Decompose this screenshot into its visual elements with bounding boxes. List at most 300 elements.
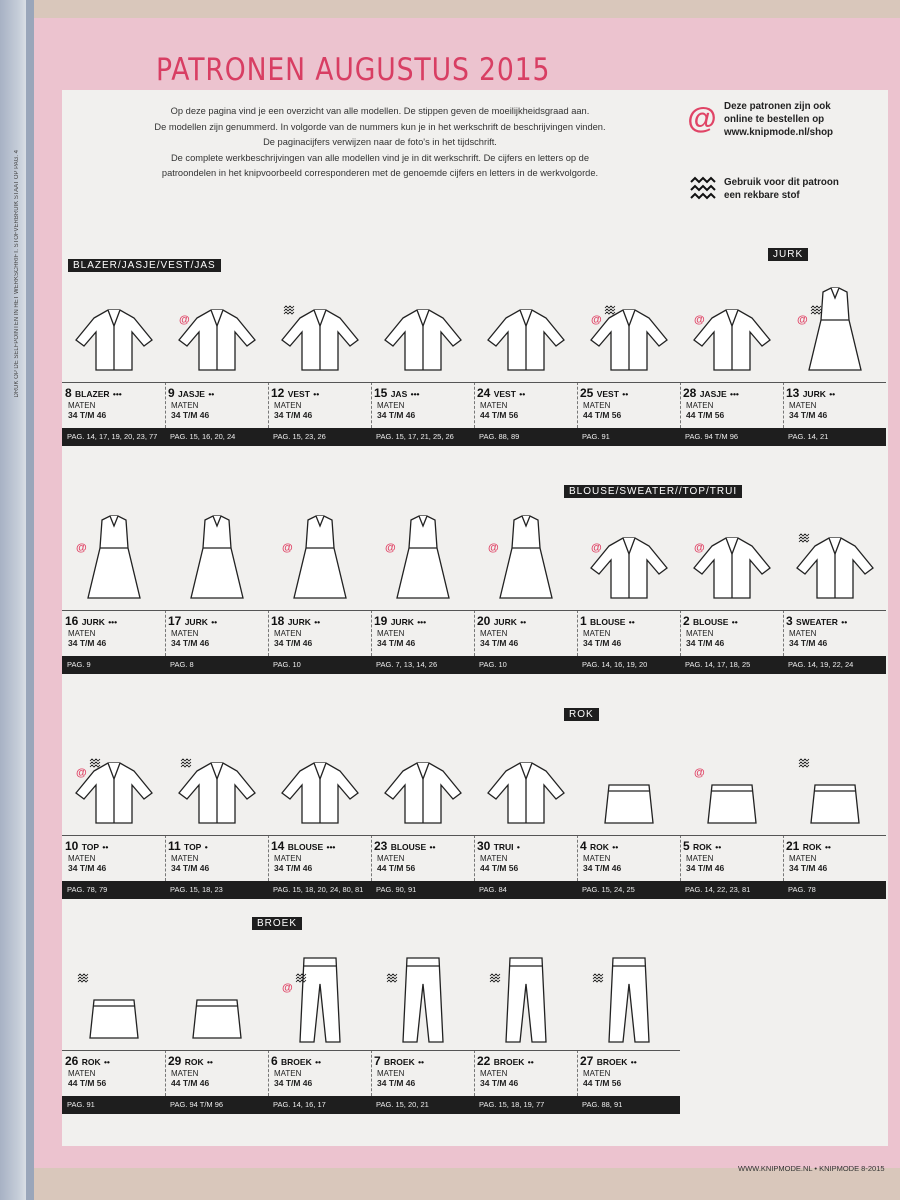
- pattern-type: BROEK: [493, 1057, 525, 1067]
- pattern-num: 24: [477, 386, 491, 400]
- difficulty-dots: ••: [103, 1057, 110, 1067]
- pattern-num: 20: [477, 614, 491, 628]
- pattern-type: JASJE: [699, 389, 727, 399]
- size-range: 34 T/M 46: [171, 410, 210, 420]
- online-at-icon: @: [591, 314, 602, 326]
- page-reference: PAG. 94 T/M 96: [685, 432, 739, 441]
- size-range: 44 T/M 56: [583, 1078, 622, 1088]
- sizes-label: MATEN: [68, 401, 96, 410]
- online-at-icon: @: [385, 542, 396, 554]
- size-range: 34 T/M 46: [686, 863, 725, 873]
- pattern-number: [477, 1054, 534, 1068]
- column-divider: [783, 610, 784, 656]
- column-divider: [680, 610, 681, 656]
- size-range: 44 T/M 56: [480, 410, 519, 420]
- pattern-num: 19: [374, 614, 388, 628]
- garment-illustration: [476, 270, 576, 380]
- sizes-label: MATEN: [686, 854, 714, 863]
- pattern-type: ROK: [81, 1057, 101, 1067]
- size-range: 44 T/M 56: [377, 863, 416, 873]
- pattern-num: 13: [786, 386, 800, 400]
- size-range: 44 T/M 56: [686, 410, 725, 420]
- size-range: 34 T/M 46: [377, 1078, 416, 1088]
- stretch-wave-icon: [181, 759, 192, 767]
- pattern-number: [168, 386, 214, 400]
- sizes-label: MATEN: [171, 1069, 199, 1078]
- column-divider: [371, 610, 372, 656]
- pattern-type: ROK: [802, 842, 822, 852]
- page-reference: PAG. 10: [273, 660, 301, 669]
- sizes-label: MATEN: [583, 854, 611, 863]
- column-divider: [783, 382, 784, 428]
- page-reference: PAG. 7, 13, 14, 26: [376, 660, 438, 669]
- stretch-wave-icon: [387, 974, 398, 982]
- column-divider: [474, 1050, 475, 1096]
- pattern-num: 4: [580, 839, 587, 853]
- pattern-num: 14: [271, 839, 285, 853]
- garment-illustration: [785, 498, 885, 608]
- difficulty-dots: ••: [715, 842, 722, 852]
- pattern-num: 18: [271, 614, 285, 628]
- pattern-num: 6: [271, 1054, 278, 1068]
- online-at-icon: @: [179, 314, 190, 326]
- size-range: 34 T/M 46: [171, 863, 210, 873]
- magazine-page: [34, 18, 900, 1173]
- difficulty-dots: ••: [628, 617, 635, 627]
- pattern-num: 3: [786, 614, 793, 628]
- spine-edge: [26, 0, 34, 1200]
- page-reference: PAG. 14, 16, 17: [273, 1100, 326, 1109]
- page-reference-bar: [62, 428, 886, 446]
- pattern-num: 28: [683, 386, 697, 400]
- online-at-icon: @: [694, 542, 705, 554]
- pattern-num: 8: [65, 386, 72, 400]
- intro-text: [100, 104, 660, 182]
- sizes-label: MATEN: [171, 629, 199, 638]
- size-range: 34 T/M 46: [686, 638, 725, 648]
- column-divider: [165, 610, 166, 656]
- difficulty-dots: •••: [108, 617, 118, 627]
- page-reference-bar: [62, 881, 886, 899]
- garment-drawing: [165, 926, 268, 1048]
- page-title: PATRONEN AUGUSTUS 2015: [156, 52, 551, 88]
- pattern-number: [271, 1054, 321, 1068]
- sizes-label: MATEN: [686, 401, 714, 410]
- sizes-label: MATEN: [377, 1069, 405, 1078]
- sizes-label: MATEN: [377, 401, 405, 410]
- intro-line: De complete werkbeschrijvingen van alle modellen vind je in dit werkschrift. De cijfers en letters op de: [170, 152, 590, 163]
- size-range: 34 T/M 46: [68, 410, 107, 420]
- page-reference: PAG. 15, 20, 21: [376, 1100, 429, 1109]
- garment-illustration: [270, 723, 370, 833]
- pattern-number: [271, 614, 320, 628]
- pattern-type: ROK: [184, 1057, 204, 1067]
- page-reference: PAG. 88, 89: [479, 432, 520, 441]
- size-range: 34 T/M 46: [789, 863, 828, 873]
- intro-line: De modellen zijn genummerd. In volgorde van de nummers kun je in het werkschrift de beschrijvingen vinden.: [154, 121, 606, 132]
- garment-drawing: [62, 262, 165, 380]
- stretch-wave-icon: [799, 759, 810, 767]
- sizes-label: MATEN: [789, 629, 817, 638]
- garment-illustration: [476, 938, 576, 1048]
- at-sign-icon: @: [687, 102, 717, 135]
- page-reference: PAG. 14, 22, 23, 81: [685, 885, 751, 894]
- stretch-wave-icon: [593, 974, 604, 982]
- pattern-number: [168, 1054, 213, 1068]
- pattern-number: [271, 386, 319, 400]
- pattern-num: 25: [580, 386, 594, 400]
- pattern-type: JAS: [390, 389, 408, 399]
- garment-drawing: [371, 713, 474, 833]
- size-range: 34 T/M 46: [480, 638, 519, 648]
- pattern-num: 5: [683, 839, 690, 853]
- pattern-num: 1: [580, 614, 587, 628]
- difficulty-dots: •••: [326, 842, 336, 852]
- column-divider: [371, 382, 372, 428]
- pattern-number: [65, 386, 122, 400]
- pattern-num: 22: [477, 1054, 491, 1068]
- sizes-label: MATEN: [274, 401, 302, 410]
- garment-drawing: [474, 713, 577, 833]
- sizes-label: MATEN: [583, 401, 611, 410]
- online-order-note: [686, 100, 886, 152]
- pattern-type: BROEK: [596, 1057, 628, 1067]
- page-reference: PAG. 8: [170, 660, 194, 669]
- pattern-type: TOP: [184, 842, 202, 852]
- pattern-type: JURK: [390, 617, 414, 627]
- sizes-label: MATEN: [377, 629, 405, 638]
- stretch-fabric-note: [686, 174, 886, 204]
- shop-link[interactable]: www.knipmode.nl/shop: [724, 127, 834, 138]
- garment-drawing: [783, 713, 886, 833]
- difficulty-dots: ••: [314, 617, 321, 627]
- pattern-num: 2: [683, 614, 690, 628]
- pattern-number: [786, 386, 835, 400]
- pattern-number: [168, 614, 217, 628]
- difficulty-dots: ••: [102, 842, 109, 852]
- pattern-number: [580, 386, 628, 400]
- garment-drawing: [165, 490, 268, 608]
- pattern-number: [65, 1054, 110, 1068]
- page-reference: PAG. 14, 21: [788, 432, 829, 441]
- garment-illustration: [64, 938, 164, 1048]
- pattern-num: 12: [271, 386, 285, 400]
- garment-drawing: [371, 926, 474, 1048]
- pattern-number: [374, 386, 420, 400]
- stretch-wave-icon: [811, 306, 822, 314]
- garment-illustration: [373, 270, 473, 380]
- pattern-num: 26: [65, 1054, 79, 1068]
- garment-drawing: [371, 262, 474, 380]
- pattern-type: BLAZER: [75, 389, 110, 399]
- size-range: 34 T/M 46: [68, 638, 107, 648]
- pattern-num: 11: [168, 839, 181, 853]
- garment-drawing: [783, 490, 886, 608]
- page-reference: PAG. 78: [788, 885, 816, 894]
- page-reference: PAG. 9: [67, 660, 91, 669]
- sizes-label: MATEN: [480, 629, 508, 638]
- pattern-num: 21: [786, 839, 800, 853]
- difficulty-dots: ••: [211, 617, 218, 627]
- sizes-label: MATEN: [68, 854, 96, 863]
- section-header-blouse: BLOUSE/SWEATER//TOP/TRUI: [564, 485, 742, 498]
- online-at-icon: @: [488, 542, 499, 554]
- sizes-label: MATEN: [480, 854, 508, 863]
- difficulty-dots: •••: [729, 389, 739, 399]
- pattern-type: JURK: [184, 617, 208, 627]
- sizes-label: MATEN: [480, 1069, 508, 1078]
- stretch-wave-icon: [90, 759, 101, 767]
- row-baseline: [62, 1050, 680, 1051]
- pattern-num: 10: [65, 839, 79, 853]
- section-header-jurk: JURK: [768, 248, 808, 261]
- garment-illustration: [373, 938, 473, 1048]
- page-footer: WWW.KNIPMODE.NL • KNIPMODE 8-2015: [738, 1164, 885, 1173]
- size-range: 34 T/M 46: [377, 638, 416, 648]
- sizes-label: MATEN: [789, 401, 817, 410]
- garment-illustration: [579, 723, 679, 833]
- page-reference: PAG. 15, 18, 19, 77: [479, 1100, 545, 1109]
- column-divider: [165, 382, 166, 428]
- page-reference: PAG. 14, 17, 18, 25: [685, 660, 751, 669]
- size-range: 44 T/M 56: [68, 1078, 107, 1088]
- stretch-wave-icon: [284, 306, 295, 314]
- page-reference: PAG. 14, 17, 19, 20, 23, 77: [67, 432, 158, 441]
- sizes-label: MATEN: [274, 1069, 302, 1078]
- page-reference: PAG. 15, 24, 25: [582, 885, 635, 894]
- sizes-label: MATEN: [789, 854, 817, 863]
- page-reference: PAG. 91: [582, 432, 610, 441]
- column-divider: [680, 835, 681, 881]
- pattern-type: JURK: [802, 389, 826, 399]
- stretch-wave-icon: [78, 974, 89, 982]
- section-header-blazer: BLAZER/JASJE/VEST/JAS: [68, 259, 221, 272]
- column-divider: [165, 835, 166, 881]
- stretch-note-line: een rekbare stof: [724, 190, 800, 201]
- column-divider: [680, 382, 681, 428]
- sizes-label: MATEN: [583, 1069, 611, 1078]
- pattern-num: 29: [168, 1054, 182, 1068]
- sizes-label: MATEN: [68, 1069, 96, 1078]
- difficulty-dots: •: [204, 842, 208, 852]
- pattern-num: 17: [168, 614, 182, 628]
- online-at-icon: @: [76, 542, 87, 554]
- spine-text: DRUK OP DE SELFPOINTEN IN HET WERKSCHRIFT. STOFVERBRUIK STAAT OP PAG. 4: [14, 150, 20, 398]
- online-at-icon: @: [694, 767, 705, 779]
- difficulty-dots: ••: [208, 389, 215, 399]
- pattern-number: [477, 386, 525, 400]
- page-reference: PAG. 14, 19, 22, 24: [788, 660, 854, 669]
- sizes-label: MATEN: [68, 629, 96, 638]
- page-reference: PAG. 84: [479, 885, 507, 894]
- stretch-note-text: [724, 176, 839, 202]
- pattern-num: 23: [374, 839, 388, 853]
- column-divider: [474, 610, 475, 656]
- sizes-label: MATEN: [171, 401, 199, 410]
- difficulty-dots: ••: [313, 389, 320, 399]
- stretch-wave-icon: [799, 534, 810, 542]
- garment-drawing: [268, 713, 371, 833]
- pattern-number: [786, 614, 847, 628]
- pattern-number: [580, 1054, 637, 1068]
- pattern-number: [683, 614, 738, 628]
- pattern-type: TOP: [81, 842, 100, 852]
- pattern-number: [65, 614, 117, 628]
- pattern-number: [168, 839, 208, 853]
- garment-illustration: [785, 723, 885, 833]
- pattern-num: 9: [168, 386, 175, 400]
- online-at-icon: @: [591, 542, 602, 554]
- pattern-number: [683, 386, 739, 400]
- pattern-type: SWEATER: [796, 617, 838, 627]
- size-range: 34 T/M 46: [583, 638, 622, 648]
- difficulty-dots: ••: [841, 617, 848, 627]
- pattern-num: 27: [580, 1054, 594, 1068]
- section-header-rok: ROK: [564, 708, 599, 721]
- pattern-number: [477, 614, 526, 628]
- difficulty-dots: •••: [112, 389, 122, 399]
- column-divider: [474, 382, 475, 428]
- garment-illustration: [270, 270, 370, 380]
- pattern-type: BLOUSE: [287, 842, 324, 852]
- online-at-icon: @: [76, 767, 87, 779]
- column-divider: [577, 382, 578, 428]
- page-reference: PAG. 90, 91: [376, 885, 417, 894]
- difficulty-dots: ••: [206, 1057, 213, 1067]
- garment-illustration: [64, 270, 164, 380]
- difficulty-dots: ••: [519, 389, 526, 399]
- sizes-label: MATEN: [583, 629, 611, 638]
- page-reference-bar: [62, 1096, 680, 1114]
- column-divider: [268, 835, 269, 881]
- size-range: 44 T/M 56: [583, 410, 622, 420]
- page-reference: PAG. 15, 18, 20, 24, 80, 81: [273, 885, 364, 894]
- sizes-label: MATEN: [171, 854, 199, 863]
- pattern-type: BLOUSE: [590, 617, 626, 627]
- size-range: 34 T/M 46: [274, 638, 313, 648]
- column-divider: [371, 1050, 372, 1096]
- stretch-wave-icon: [605, 306, 616, 314]
- page-reference: PAG. 94 T/M 96: [170, 1100, 224, 1109]
- size-range: 34 T/M 46: [274, 863, 313, 873]
- pattern-type: VEST: [596, 389, 619, 399]
- garment-drawing: [474, 262, 577, 380]
- difficulty-dots: ••: [829, 389, 836, 399]
- page-reference: PAG. 15, 16, 20, 24: [170, 432, 236, 441]
- page-reference: PAG. 14, 16, 19, 20: [582, 660, 648, 669]
- sizes-label: MATEN: [480, 401, 508, 410]
- online-at-icon: @: [282, 982, 293, 994]
- column-divider: [268, 382, 269, 428]
- garment-illustration: [167, 723, 267, 833]
- garment-illustration: [167, 498, 267, 608]
- intro-line: Op deze pagina vind je een overzicht van alle modellen. De stippen geven de moeilijkheidsgraad aan.: [170, 106, 590, 116]
- sizes-label: MATEN: [274, 629, 302, 638]
- garment-drawing: [62, 926, 165, 1048]
- pattern-type: BROEK: [281, 1057, 312, 1067]
- row-baseline: [62, 610, 886, 611]
- size-range: 34 T/M 46: [171, 638, 210, 648]
- difficulty-dots: ••: [612, 842, 619, 852]
- pattern-type: JURK: [287, 617, 311, 627]
- size-range: 34 T/M 46: [480, 1078, 519, 1088]
- column-divider: [268, 1050, 269, 1096]
- pattern-number: [374, 839, 435, 853]
- garment-illustration: [476, 723, 576, 833]
- difficulty-dots: •••: [417, 617, 427, 627]
- size-range: 34 T/M 46: [68, 863, 107, 873]
- garment-drawing: [268, 262, 371, 380]
- pattern-type: ROK: [590, 842, 609, 852]
- pattern-number: [271, 839, 335, 853]
- online-at-icon: @: [797, 314, 808, 326]
- size-range: 34 T/M 46: [274, 410, 313, 420]
- size-range: 44 T/M 46: [171, 1078, 210, 1088]
- column-divider: [577, 610, 578, 656]
- pattern-number: [65, 839, 108, 853]
- column-divider: [268, 610, 269, 656]
- pattern-number: [477, 839, 520, 853]
- page-reference: PAG. 91: [67, 1100, 95, 1109]
- pattern-number: [580, 614, 635, 628]
- sizes-label: MATEN: [274, 854, 302, 863]
- difficulty-dots: ••: [520, 617, 527, 627]
- difficulty-dots: ••: [315, 1057, 322, 1067]
- pattern-type: JURK: [81, 617, 105, 627]
- size-range: 34 T/M 46: [274, 1078, 313, 1088]
- difficulty-dots: ••: [824, 842, 831, 852]
- garment-drawing: [577, 713, 680, 833]
- stretch-wave-icon: [296, 974, 307, 982]
- garment-illustration: [167, 938, 267, 1048]
- pattern-type: VEST: [493, 389, 516, 399]
- garment-drawing: [577, 926, 680, 1048]
- online-note-line: online te bestellen op: [724, 114, 825, 125]
- garment-illustration: [373, 723, 473, 833]
- page-reference: PAG. 15, 23, 26: [273, 432, 326, 441]
- stretch-note-line: Gebruik voor dit patroon: [724, 177, 839, 188]
- stretch-wave-icon: [690, 176, 718, 202]
- size-range: 34 T/M 46: [377, 410, 416, 420]
- pattern-type: JASJE: [178, 389, 205, 399]
- intro-line: patroondelen in het knipvoorbeeld corresponderen met de genoemde cijfers en letters in de werkvolgorde.: [161, 168, 599, 178]
- sizes-label: MATEN: [377, 854, 405, 863]
- column-divider: [371, 835, 372, 881]
- pattern-num: 30: [477, 839, 491, 853]
- page-reference: PAG. 10: [479, 660, 507, 669]
- pattern-number: [374, 614, 426, 628]
- difficulty-dots: •: [516, 842, 520, 852]
- pattern-overview-card: [62, 90, 888, 1146]
- row-baseline: [62, 835, 886, 836]
- row-baseline: [62, 382, 886, 383]
- column-divider: [474, 835, 475, 881]
- column-divider: [577, 835, 578, 881]
- stretch-wave-icon: [490, 974, 501, 982]
- pattern-number: [374, 1054, 424, 1068]
- page-reference: PAG. 15, 18, 23: [170, 885, 223, 894]
- pattern-type: VEST: [287, 389, 310, 399]
- online-at-icon: @: [282, 542, 293, 554]
- difficulty-dots: ••: [418, 1057, 425, 1067]
- page-reference: PAG. 78, 79: [67, 885, 108, 894]
- magazine-spine: [0, 0, 34, 1200]
- garment-drawing: [165, 713, 268, 833]
- pattern-type: JURK: [493, 617, 517, 627]
- size-range: 34 T/M 46: [789, 410, 828, 420]
- online-note-line: Deze patronen zijn ook: [724, 101, 831, 112]
- pattern-num: 7: [374, 1054, 381, 1068]
